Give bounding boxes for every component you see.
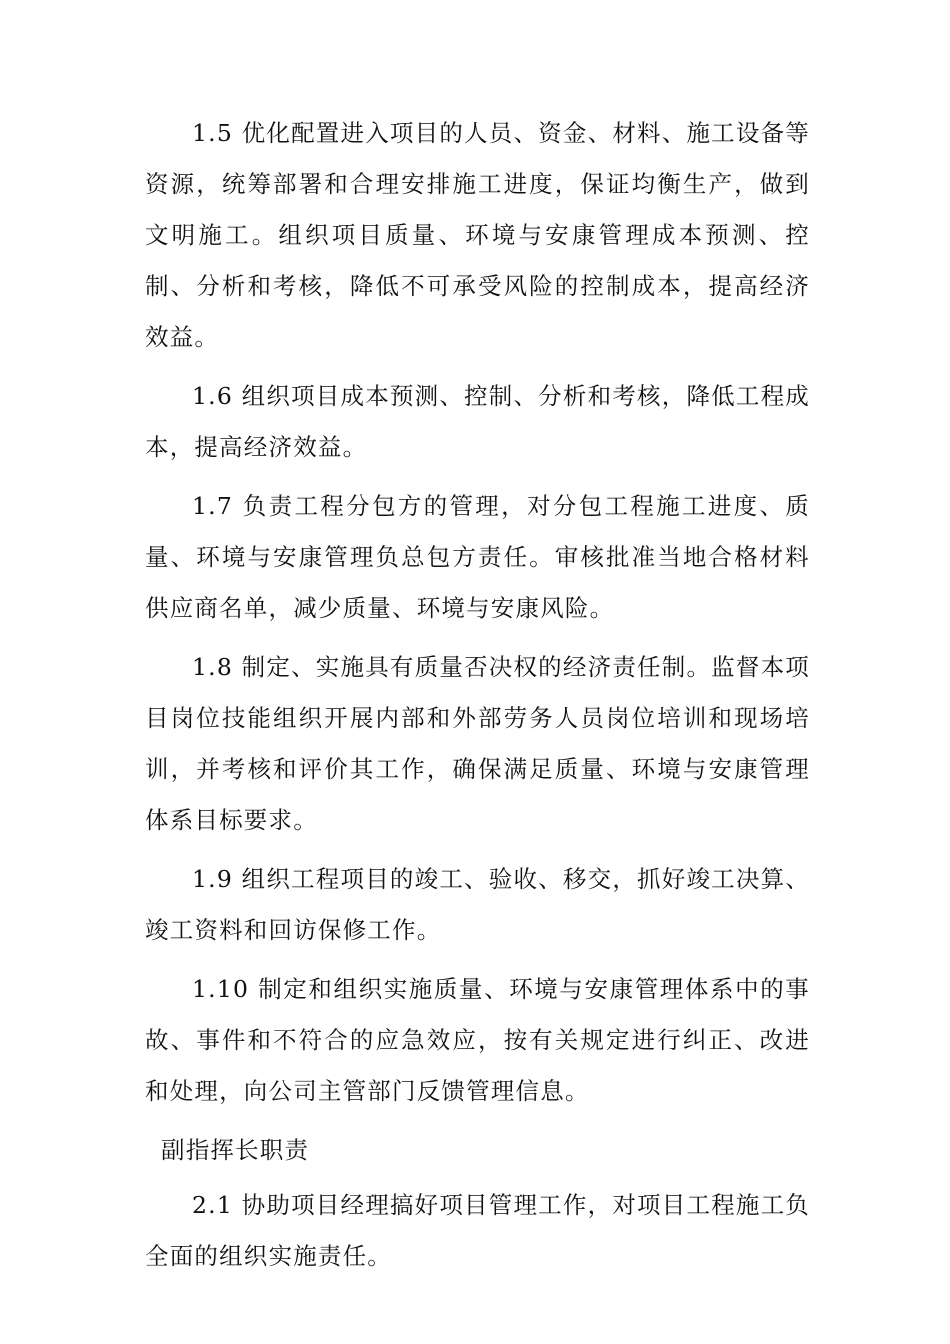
paragraph-1-7: 1.7 负责工程分包方的管理，对分包工程施工进度、质量、环境与安康管理负总包方责任。审核批准当地合格材料供应商名单，减少质量、环境与安康风险。: [145, 492, 810, 622]
paragraph-1-5: 1.5 优化配置进入项目的人员、资金、材料、施工设备等资源，统筹部署和合理安排施工进度，保证均衡生产，做到文明施工。组织项目质量、环境与安康管理成本预测、控制、分析和考核，降低不可承受风险的控制成本，提高经济效益。: [145, 119, 810, 351]
paragraph-1-6: 1.6 组织项目成本预测、控制、分析和考核，降低工程成本，提高经济效益。: [145, 382, 810, 461]
document-page: [145, 108, 810, 1290]
paragraph-1-9: 1.9 组织工程项目的竣工、验收、移交，抓好竣工决算、竣工资料和回访保修工作。: [145, 865, 810, 944]
paragraph-1-10: 1.10 制定和组织实施质量、环境与安康管理体系中的事故、事件和不符合的应急效应，按有关规定进行纠正、改进和处理，向公司主管部门反馈管理信息。: [145, 975, 810, 1105]
paragraph-2-1: 2.1 协助项目经理搞好项目管理工作，对项目工程施工负全面的组织实施责任。: [145, 1191, 810, 1270]
paragraph-1-8: 1.8 制定、实施具有质量否决权的经济责任制。监督本项目岗位技能组织开展内部和外部劳务人员岗位培训和现场培训，并考核和评价其工作，确保满足质量、环境与安康管理体系目标要求。: [145, 653, 810, 834]
section-heading: 副指挥长职责: [161, 1136, 310, 1164]
